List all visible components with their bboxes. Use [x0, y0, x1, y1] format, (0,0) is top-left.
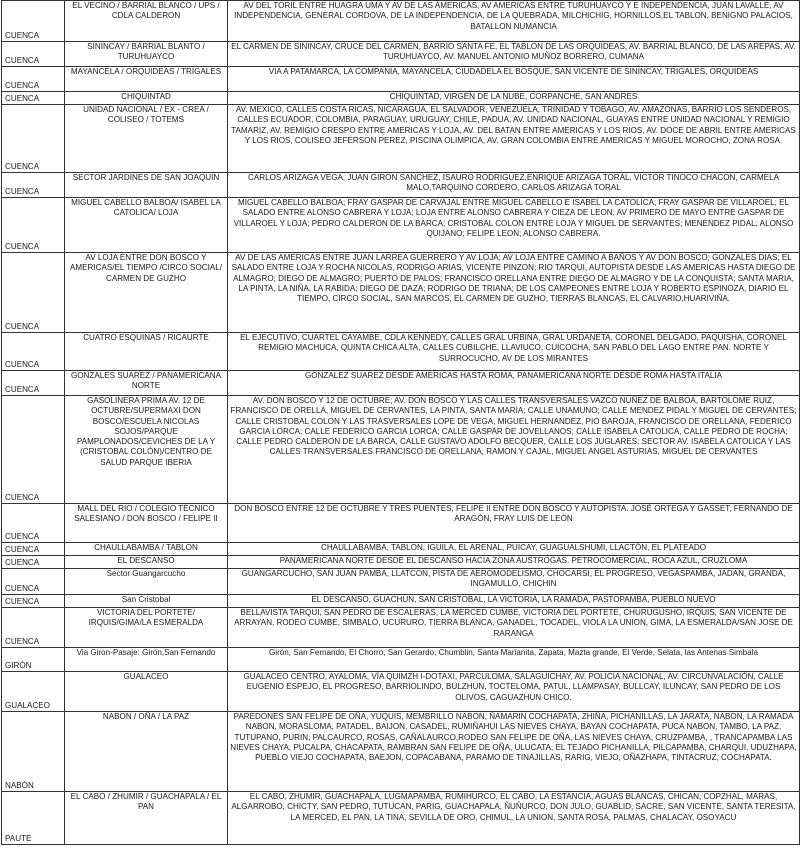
streets-cell: Girón, San Fernando, El Chorro, San Gerardo, Chumblin, Santa Marianita, Zapata, Mazta grande, El Verde, Selata, las Antenas Simbala [228, 648, 800, 672]
streets-cell: VIA A PATAMARCA, LA COMPANIA, MAYANCELA, CIUDADELA EL BOSQUE, SAN VICENTE DE SININCAY, TRIGALES, ORQUIDEAS [228, 67, 800, 92]
table-row [2, 504, 800, 543]
streets-cell: AV. DON BOSCO Y 12 DE OCTUBRE; AV. DON BOSCO Y LAS CALLES TRANSVERSALES VAZCO NUÑEZ DE BALBOA, BARTOLOME RUIZ, FRANCISCO DE ORELLA, MIGUEL DE CERVANTES, LA PINTA, SANTA MARIA; CALLE UNAMUNO; CALLE MENDEZ PIDAL Y MIGUEL DE CERVANTES; CALLE CRISTOBAL COLON Y LAS TRASVERSALES LOPE DE VEGA, MIGUEL HERNANDEZ, PIO BAROJA, FRANCISCO DE ORELLANA, FEDERICO GARCIA LORCA; CALLE FEDERICO GARCIA LORCA; CALLE GASPAR DE JOVELLANOS; CALLE ISABELA CATOLICA, CALLE PEDRO DE ROCHA; CALLE PEDRO CALDERON DE LA BARCA, CALLE GUSTAVO ADOLFO BECQUER, CALLE LOS JUGLARES; SECTOR AV. ISABELA CATOLICA Y LAS CALLES TRANSVERSALES FRANCISCO DE ORELLANA, RAMON Y CAJAL, MIGUEL ANGEL ASTURIAS, MIGUEL DE CERVANTES [228, 396, 800, 504]
table-row [2, 712, 800, 792]
zone-table [1, 0, 800, 845]
streets-cell: GUALACEO CENTRO, AYALOMA, VÍA QUIMZH I-DOTAXI, PARCULOMA, SALAGUICHAY, AV. POLICIA NACIONAL, AV. CIRCUNVALACIÓN, CALLE EUGENIO ESPEJO, EL PROGRESO, BARRIOLINDO, BULZHUN, TOCTELOMA, PATUL, LLAMPASAY, BULLCAY, ILUNCAY, SAN PEDRO DE LOS OLIVOS, CAGUAZHUN CHICO. [228, 672, 800, 712]
table-row [2, 105, 800, 173]
streets-cell: CARLOS ARIZAGA VEGA, JUAN GIRON SANCHEZ, ISAURO RODRIGUEZ,ENRIQUE ARIZAGA TORAL, VICTOR TINOCO CHACON, CARMELA MALO,TARQUINO CORDERO, CARLOS ARIZAGA TORAL [228, 173, 800, 198]
streets-cell: EL EJECUTIVO, CUARTEL CAYAMBE, CDLA KENNEDY, CALLES GRAL URBINA, GRAL URDANETA, CORONEL DELGADO, PAQUISHA, CORONEL REMIGIO MACHUCA, QUINTA CHICA ALTA, CALLES CUBILCHE, LLAVIUCO, CUICOCHA, SAN PABLO DEL LAGO ENTRE PAN. NORTE Y SURROCUCHO, AV DE LOS MIRANTES [228, 333, 800, 371]
zone-cell: NABON / OÑA / LA PAZ [65, 712, 228, 792]
streets-cell: EL CABO, ZHUMIR, GUACHAPALA, LUGMAPAMBA, RUMIHURCO, EL CABO, LA ESTANCIA, AGUAS BLANCAS, CHICAN, COPZHAL, MARAS, ALGARROBO, CHICTY, SAN PEDRO, TUTUCAN, PARIG, GUACHAPALA, ÑUÑURCO, DON JULO, GUABLID, SACRE, SAN VICENTE, SANTA TERESITA, LA MERCED, EL PAN, LA TINA, SEVILLA DE ORO, CHIMUL, LA UNION, SANTA ROSA, PALMAS, CHALACAY, OSOYACU [228, 792, 800, 845]
zone-cell: SININCAY / BARRIAL BLANTO / TURUHUAYCO [65, 42, 228, 67]
table-row [2, 92, 800, 105]
table-row [2, 1, 800, 42]
table-row [2, 595, 800, 608]
table-row [2, 333, 800, 371]
streets-cell: GUANGARCUCHO, SAN JUAN PAMBA, LLATCON, PISTA DE AEROMODELISMO, CHOCARSI, EL PROGRESO, VEGASPAMBA, JADAN, GRANDA, INGAMULLO, CHICHIN [228, 569, 800, 595]
city-cell: CUENCA [2, 556, 65, 569]
city-cell: GIRÓN [2, 648, 65, 672]
zone-cell: San Cristobal [65, 595, 228, 608]
city-cell: CUENCA [2, 67, 65, 92]
table-row [2, 42, 800, 67]
table-row [2, 543, 800, 556]
city-cell: NABÓN [2, 712, 65, 792]
table-row [2, 371, 800, 396]
streets-cell: MIGUEL CABELLO BALBOA; FRAY GASPAR DE CARVAJAL ENTRE MIGUEL CABELLO E ISABEL LA CATOLICA; FRAY GASPAR DE VILLAROEL; EL SALADO ENTRE ALONSO CABRERA Y LOJA; LOJA ENTRE ALONSO CABRERA Y CIEZA DE LEON; AV PRIMERO DE MAYO ENTRE GASPAR DE VILLAROEL Y LOJA; PEDRO CALDERON DE LA BARCA; CRISTOBAL COLON ENTRE LOJA Y MIGUEL DE SERVANTES; MENENDEZ PIDAL; ALONSO QUIJANO; FELIPE LEON; ALONSO CABRERA. [228, 198, 800, 253]
city-cell: CUENCA [2, 42, 65, 67]
zone-cell: EL CABO / ZHUMIR / GUACHAPALA / EL PAN [65, 792, 228, 845]
city-cell: CUENCA [2, 371, 65, 396]
zone-cell: CHIQUINTAD [65, 92, 228, 105]
zone-cell: EL DESCANSO [65, 556, 228, 569]
streets-cell: BELLAVISTA TARQUI, SAN PEDRO DE ESCALERAS, LA MERCED CUMBE, VICTORIA DEL PORTETE, CHURUGUSHO, IRQUIS, SAN VICENTE DE ARRAYAN, RODEO CUMBE, SIMBALO, UCURURO, TIERRA BLANCA, GANADEL, TOCADEL, VIOLA LA UNION, GIMA, LA ESMERALDA/SAN JOSE DE RARANGA [228, 608, 800, 648]
city-cell: CUENCA [2, 198, 65, 253]
zone-cell: EL VECINO / BARRIAL BLANCO / UPS / CDLA CALDERON [65, 1, 228, 42]
zone-cell: GONZALES SUAREZ / PANAMERICANA NORTE [65, 371, 228, 396]
zone-cell: Via Giron-Pasaje: Girón,San Fernando [65, 648, 228, 672]
streets-cell: GONZALEZ SUAREZ DESDE AMERICAS HASTA ROMA, PANAMERICANA NORTE DESDE ROMA HASTA ITALIA [228, 371, 800, 396]
city-cell: CUENCA [2, 333, 65, 371]
city-cell: CUENCA [2, 173, 65, 198]
zone-cell: UNIDAD NACIONAL / EX - CREA / COLISEO / TOTEMS [65, 105, 228, 173]
streets-cell: EL DESCANSO, GUACHUN, SAN CRISTOBAL, LA VICTORIA, LA RAMADA, PASTOPAMBA, PUEBLO NUEVO [228, 595, 800, 608]
zone-cell: SECTOR JARDINES DE SAN JOAQUIN [65, 173, 228, 198]
streets-cell: EL CARMEN DE SININCAY, CRUCE DEL CARMEN, BARRIO SANTA FE, EL TABLON DE LAS ORQUIDEAS, AV. BARRIAL BLANCO, DE LAS AREPAS, AV. TURUHUAYCO, AV. MANUEL ANTONIO MUÑOZ BORRERO, CUMANA [228, 42, 800, 67]
streets-cell: CHIQUINTAD, VIRGEN DE LA NUBE, CORPANCHE, SAN ANDRES [228, 92, 800, 105]
zone-cell: Sector Guangarcucho [65, 569, 228, 595]
streets-cell: CHAULLABAMBA, TABLON, IGUILA, EL ARENAL, PUICAY, GUAGUALSHUMI, LLACTÓN, EL PLATEADO [228, 543, 800, 556]
city-cell: CUENCA [2, 396, 65, 504]
table-row [2, 556, 800, 569]
zone-cell: GUALACEO [65, 672, 228, 712]
city-cell: CUENCA [2, 543, 65, 556]
table-row [2, 198, 800, 253]
zone-cell: MAYANCELA / ORQUIDEAS / TRIGALES [65, 67, 228, 92]
zone-cell: VICTORIA DEL PORTETE/ IRQUIS/GIMA/LA ESMERALDA [65, 608, 228, 648]
city-cell: CUENCA [2, 608, 65, 648]
table-row [2, 67, 800, 92]
city-cell: GUALACEO [2, 672, 65, 712]
zone-cell: AV LOJA ENTRE DON BOSCO Y AMERICAS/EL TIEMPO /CIRCO SOCIAL/ CARMEN DE GUZHO [65, 253, 228, 333]
table-row [2, 672, 800, 712]
table-row [2, 648, 800, 672]
city-cell: CUENCA [2, 1, 65, 42]
zone-cell: CUATRO ESQUINAS / RICAURTE [65, 333, 228, 371]
table-row [2, 253, 800, 333]
table-row [2, 396, 800, 504]
table-row [2, 569, 800, 595]
table-row [2, 792, 800, 845]
streets-cell: DON BOSCO ENTRE 12 DE OCTUBRE Y TRES PUENTES, FELIPE II ENTRE DON BOSCO Y AUTOPISTA. JOSÉ ORTEGA Y GASSET, FERNANDO DE ARAGÓN, FRAY LUIS DE LEÓN [228, 504, 800, 543]
streets-cell: AV DEL TORIL ENTRE HUAGRA UMA Y AV DE LAS AMERICAS, AV AMERICAS ENTRE TURUHUAYCO Y E INDEPENDENCIA, JUAN LAVALLE, AV INDEPENDENCIA, GENERAL CORDOVA, DE LA INDEPENDENCIA, DE LA QUEBRADA, MILCHICHIG, HORNILLOS,EL TABLON, BENIGNO PALACIOS, BATALLON NUMANCIA [228, 1, 800, 42]
city-cell: PAUTE [2, 792, 65, 845]
streets-cell: PANAMERICANA NORTE DESDE EL DESCANSO HACIA ZONA AUSTROGAS. PETROCOMERCIAL, ROCA AZUL, CRUZLOMA [228, 556, 800, 569]
city-cell: CUENCA [2, 595, 65, 608]
streets-cell: PAREDONES SAN FELIPE DE OÑA, YUQUIS, MEMBRILLO NABON, ÑAMARIN COCHAPATA, ZHIÑA, PICHANILLAS, LA JARATA, NABON, LA RAMADA NABON, MORASLOMA, PATADEL, BAIJON, CASADEL, RUMIÑAHUI LAS NIEVES CHAYA, BAYAN COCHAPATA, PUCA NABON, TAMBO, LA PAZ, TUTUPANO, PURIN, PALCAURCO, ROSAS, CAÑALAURCO,RODEO SAN FELIPE DE OÑA, LAS NIEVES CHAYA, CRUZPAMBA, , TRANCAPAMBA LAS NIEVES CHAYA, PUCALPA, CHACAPATA, RAMBRAN SAN FELIPE DE OÑA, ULUCATA, EL TEJADO PICHANILLA, PILCAPAMBA, CHARQUI, UDUZHAPA, PUEBLO VIEJO COCHAPATA, BAEJON, COPACABANA, PARAMO DE TINAJILLAS, RARIG, VIEJO, OÑAZHAPA, TINTACRUZ, COCHAPATA. [228, 712, 800, 792]
zone-cell: MIGUEL CABELLO BALBOA/ ISABEL LA CATOLICA/ LOJA [65, 198, 228, 253]
zone-cell: GASOLINERA PRIMA AV. 12 DE OCTUBRE/SUPERMAXI DON BOSCO/ESCUELA NICOLAS SOJOS/PARQUE PAMPLONADOS/CEVICHES DE LA Y (CRISTOBAL COLÓN)/CENTRO DE SALUD PARQUE IBERIA [65, 396, 228, 504]
streets-cell: AV. MEXICO, CALLES COSTA RICAS, NICARAGUA, EL SALVADOR, VENEZUELA, TRINIDAD Y TOBAGO, AV. AMAZONAS, BARRIO LOS SENDEROS, CALLES ECUADOR, COLOMBIA, PARAGUAY, URUGUAY, CHILE, PADUA, AV. UNIDAD NACIONAL, GUAYAS ENTRE UNIDAD NACIONAL Y REMIGIO TAMARIZ, AV. REMIGIO CRESPO ENTRE AMERICAS Y LOJA, AV. DEL BATAN ENTRE AMERICAS Y LOS RIOS, AV. DOCE DE ABRIL ENTRE AMERICAS Y LOS RIOS, COLISEO JEFERSON PEREZ, PISCINA OLIMPICA, AV. GRAN COLOMBIA ENTRE AMERICAS Y MIGUEL MOROCHO, ZONA ROSA. [228, 105, 800, 173]
city-cell: CUENCA [2, 569, 65, 595]
city-cell: CUENCA [2, 105, 65, 173]
city-cell: CUENCA [2, 92, 65, 105]
streets-cell: AV DE LAS AMERICAS ENTRE JUAN LARREA GUERRERO Y AV LOJA; AV LOJA ENTRE CAMINO A BAÑOS Y AV DON BOSCO; GONZALES DIAS; EL SALADO ENTRE LOJA Y ROCHA NICOLAS, RODRIGO ARIAS, VICENTE PINZON; RIO TARQUI, AUTOPISTA DESDE LAS AMERICAS HASTA DIEGO DE ALMAGRO; DIEGO DE ALMAGRO; PUERTO DE PALOS; FRANCISCO ORELLANA ENTRE DIEGO DE ALMAGRO Y DE LA CONQUISTA; SANTA MARIA, LA PINTA, LA NIÑA, LA RABIDA; DIEGO DE DAZA; RODRIGO DE TRIANA; DE LOS CAMPEONES ENTRE LOJA Y ROBERTO ESPINOZA, DIARIO EL TIEMPO, CIRCO SOCIAL, SAN MARCOS, EL CARMEN DE GUZHO, TIERRAS BLANCAS, EL CALVARIO,HUARIVIÑA. [228, 253, 800, 333]
table-row [2, 173, 800, 198]
city-cell: CUENCA [2, 504, 65, 543]
zone-cell: MALL DEL RIO / COLEGIO TÉCNICO SALESIANO / DON BOSCO / FELIPE II [65, 504, 228, 543]
zone-cell: CHAULLABAMBA / TABLON [65, 543, 228, 556]
table-row [2, 608, 800, 648]
city-cell: CUENCA [2, 253, 65, 333]
